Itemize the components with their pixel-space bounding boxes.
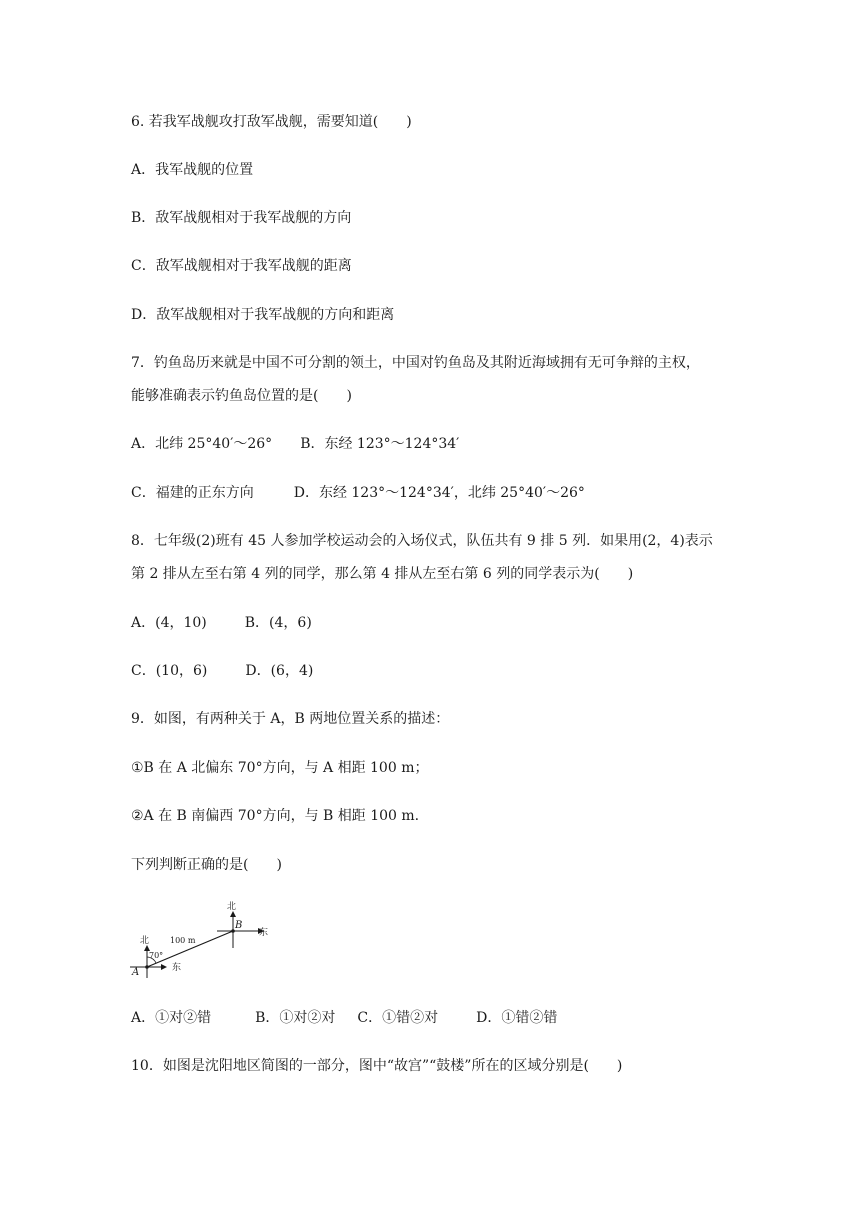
b-north-label: 北: [227, 902, 237, 912]
q6-option-c: C．敌军战舰相对于我军战舰的距离: [131, 258, 352, 274]
q9-statement-1: ①B 在 A 北偏东 70°方向，与 A 相距 100 m；: [131, 760, 429, 776]
distance-label: 100 m: [170, 936, 196, 945]
q7-option-d: D．东经 123°～124°34′，北纬 25°40′～26°: [293, 485, 585, 501]
a-north-label: 北: [140, 936, 150, 946]
q9-option-c: C．①错②对: [357, 1010, 439, 1026]
q6-stem: 6. 若我军战舰攻打敌军战舰，需要知道( ): [131, 114, 412, 130]
q8-options-row1: [131, 613, 312, 633]
q6-option-a: A．我军战舰的位置: [131, 162, 254, 178]
q8-options-row2: [131, 661, 313, 681]
q7-option-c: C．福建的正东方向: [131, 485, 254, 501]
point-a-label: A: [132, 967, 140, 978]
q8-option-c: C．(10，6): [131, 663, 208, 679]
q9-options-row: [131, 1008, 557, 1028]
q8-option-a: A．(4，10): [131, 615, 207, 631]
q7-stem-line2: 能够准确表示钓鱼岛位置的是( ): [131, 388, 352, 404]
q10-stem: 10．如图是沈阳地区简图的一部分，图中“故宫”“鼓楼”所在的区域分别是( ): [131, 1058, 623, 1074]
q7-options-row1: [131, 434, 459, 454]
q8-stem-line1: 8．七年级(2)班有 45 人参加学校运动会的入场仪式，队伍共有 9 排 5 列．如果用(2，4)表示: [131, 533, 713, 549]
q8-option-b: B．(4，6): [244, 615, 312, 631]
q9-option-d: D．①错②错: [476, 1010, 558, 1026]
q7-stem-line1: 7．钓鱼岛历来就是中国不可分割的领土，中国对钓鱼岛及其附近海域拥有无可争辩的主权，: [131, 355, 700, 371]
b-east-label: 东: [259, 928, 269, 938]
q9-stem: 9．如图，有两种关于 A，B 两地位置关系的描述：: [131, 711, 450, 727]
q7-options-row2: [131, 483, 585, 503]
angle-label: 70°: [149, 951, 164, 960]
q8-stem-line2: 第 2 排从左至右第 4 列的同学，那么第 4 排从左至右第 6 列的同学表示为( ): [131, 566, 634, 582]
q7-option-a: A．北纬 25°40′～26°: [131, 436, 273, 452]
q9-direction-figure: [128, 894, 278, 978]
q6-option-d: D．敌军战舰相对于我军战舰的方向和距离: [131, 307, 395, 323]
q9-statement-2: ②A 在 B 南偏西 70°方向，与 B 相距 100 m.: [131, 808, 420, 824]
point-b-label: B: [235, 920, 243, 931]
q9-prompt: 下列判断正确的是( ): [131, 857, 282, 873]
q8-option-d: D．(6，4): [245, 663, 314, 679]
q9-option-b: B．①对②对: [255, 1010, 336, 1026]
q7-option-b: B．东经 123°～124°34′: [300, 436, 460, 452]
q6-option-b: B．敌军战舰相对于我军战舰的方向: [131, 210, 352, 226]
q9-option-a: A．①对②错: [131, 1010, 212, 1026]
point-a-dot: [145, 965, 149, 969]
a-east-label: 东: [172, 963, 182, 973]
